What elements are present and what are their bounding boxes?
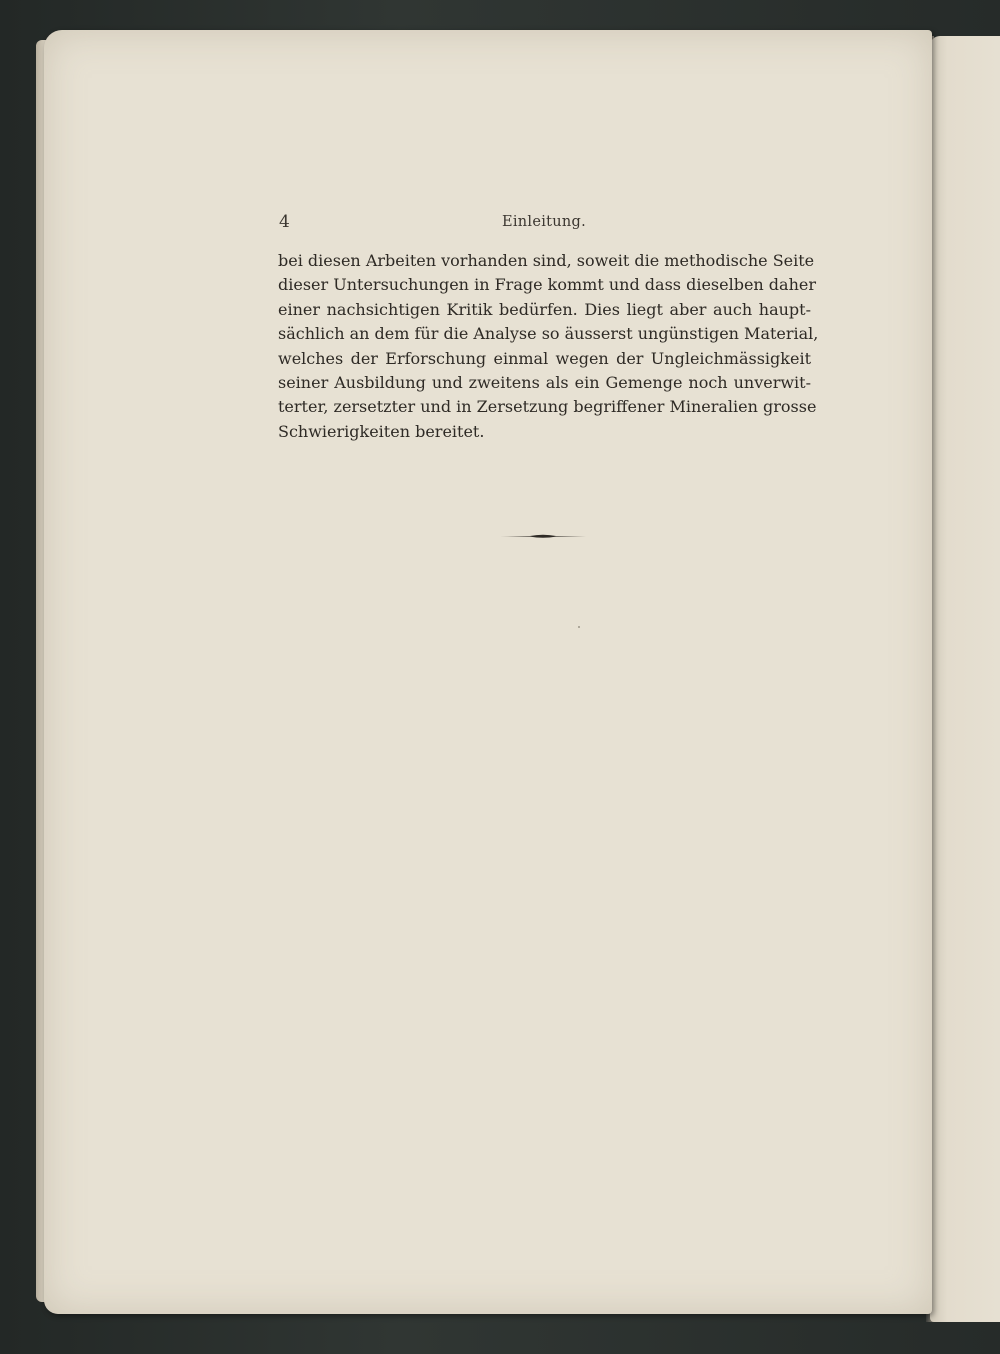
running-title: Einleitung. xyxy=(501,214,587,230)
text-line: Schwierigkeiten bereitet. xyxy=(278,421,485,441)
page-header xyxy=(279,212,809,236)
paper-speck xyxy=(578,626,580,628)
next-page-edge xyxy=(930,36,1000,1322)
text-line: dieser Untersuchungen in Frage kommt und dass dieselben daher xyxy=(278,275,817,295)
text-line: welches der Erforschung einmal wegen der Ungleichmässigkeit xyxy=(278,348,811,368)
page-number: 4 xyxy=(279,212,290,232)
body-paragraph xyxy=(278,249,819,444)
section-end-rule-ornament xyxy=(500,532,586,540)
text-line: sächlich an dem für die Analyse so äusserst ungünstigen Material, xyxy=(278,324,819,344)
text-line: bei diesen Arbeiten vorhanden sind, soweit die methodische Seite xyxy=(278,251,815,270)
text-line: terter, zersetzter und in Zersetzung begriffener Mineralien grosse xyxy=(278,397,817,417)
text-line: seiner Ausbildung und zweitens als ein Gemenge noch unverwit- xyxy=(278,373,811,393)
text-line: einer nachsichtigen Kritik bedürfen. Dies liegt aber auch haupt- xyxy=(278,299,811,319)
